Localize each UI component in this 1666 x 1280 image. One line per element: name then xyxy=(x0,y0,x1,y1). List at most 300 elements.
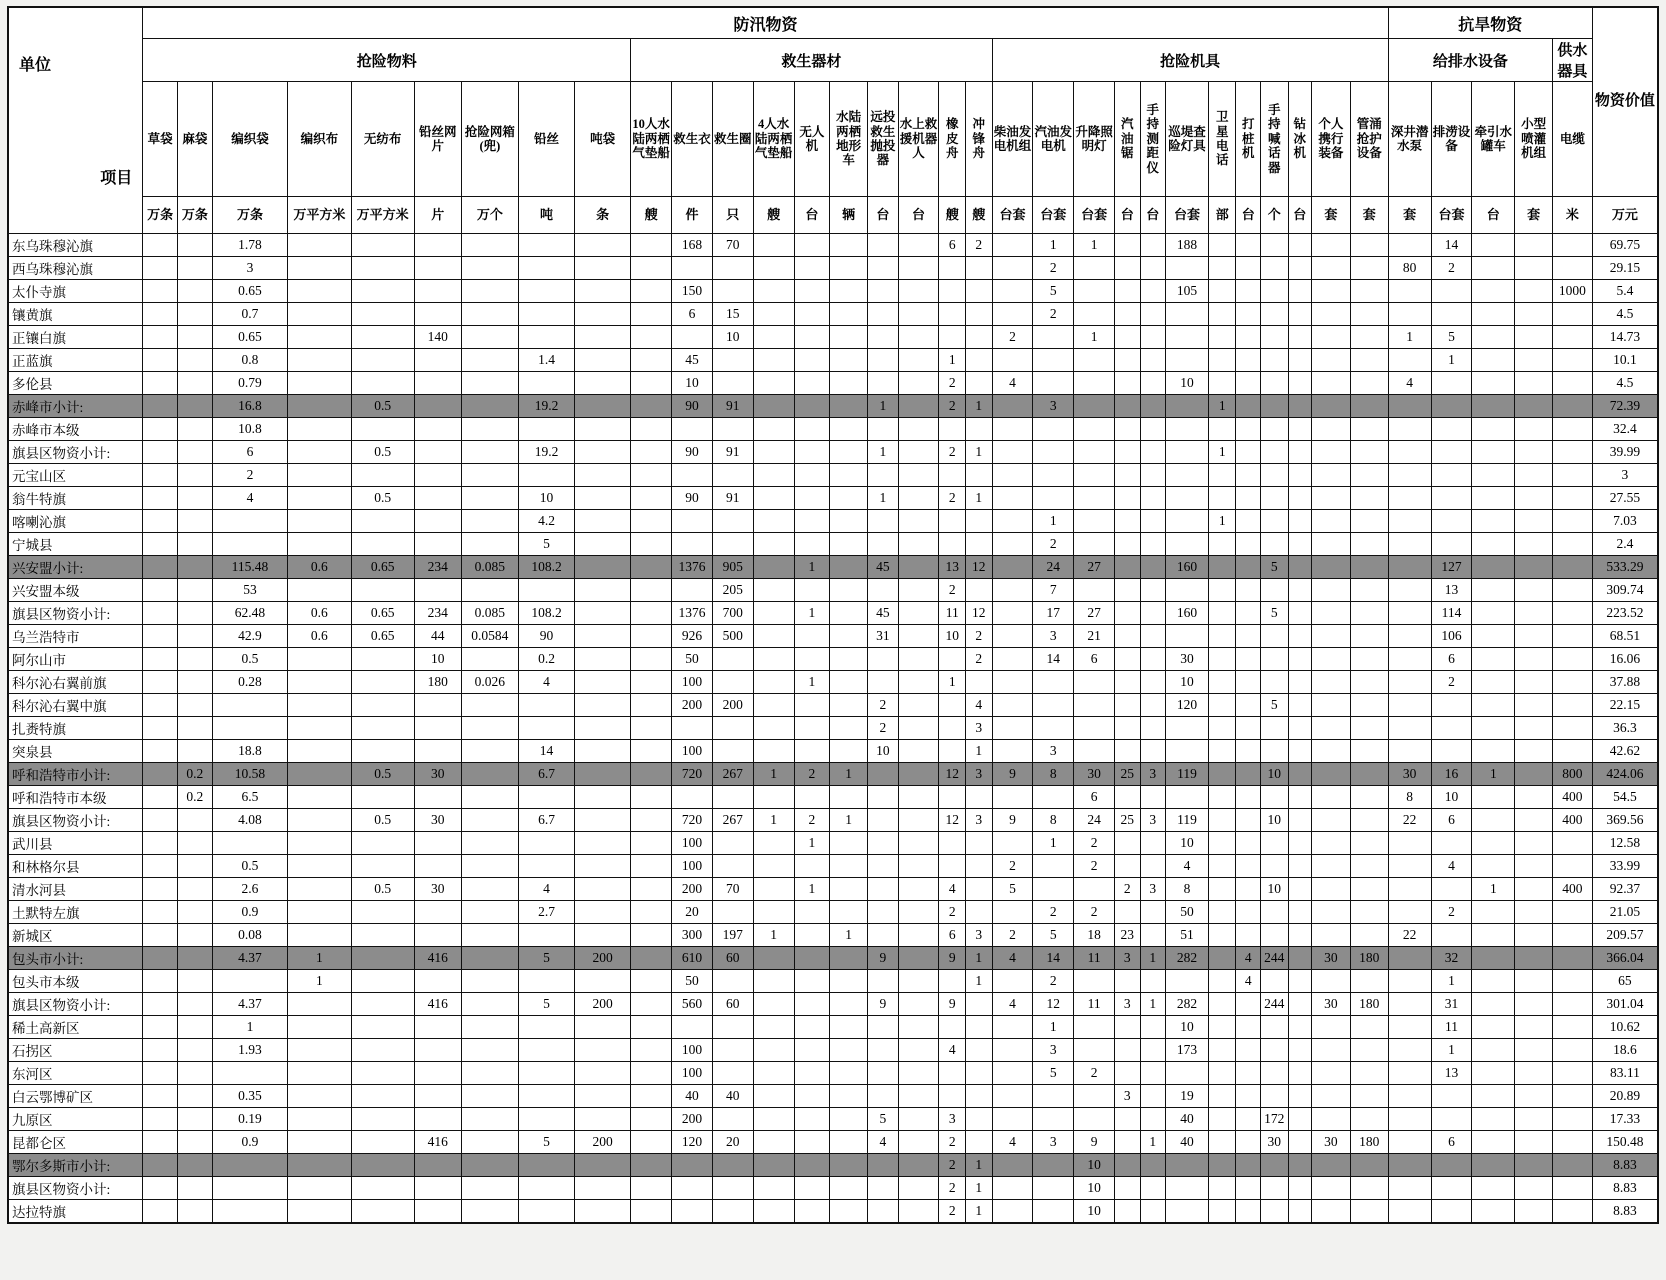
data-cell xyxy=(351,1039,414,1062)
data-cell xyxy=(830,1016,868,1039)
data-cell xyxy=(1236,441,1261,464)
data-cell: 106 xyxy=(1431,625,1472,648)
data-cell: 10.1 xyxy=(1592,349,1658,372)
row-label: 达拉特旗 xyxy=(8,1200,143,1224)
data-cell: 50 xyxy=(672,970,713,993)
data-cell xyxy=(575,326,631,349)
data-cell xyxy=(992,694,1033,717)
data-cell xyxy=(1208,878,1236,901)
data-cell: 366.04 xyxy=(1592,947,1658,970)
data-cell xyxy=(177,947,212,970)
data-cell: 1 xyxy=(1140,1131,1166,1154)
data-cell xyxy=(351,1062,414,1085)
data-cell xyxy=(1166,579,1209,602)
data-cell: 30 xyxy=(1166,648,1209,671)
data-cell xyxy=(1350,1039,1388,1062)
data-cell xyxy=(1553,1039,1593,1062)
data-cell xyxy=(966,349,993,372)
data-cell xyxy=(575,556,631,579)
data-cell xyxy=(1115,487,1141,510)
data-cell: 1 xyxy=(966,947,993,970)
data-cell xyxy=(1208,1200,1236,1224)
data-cell xyxy=(1288,395,1311,418)
column-header: 牵引水罐车 xyxy=(1472,82,1515,197)
data-cell xyxy=(1472,280,1515,303)
data-cell xyxy=(1350,280,1388,303)
data-cell xyxy=(830,533,868,556)
data-cell xyxy=(898,1016,939,1039)
data-cell: 10 xyxy=(1074,1177,1115,1200)
data-cell xyxy=(1140,602,1166,625)
data-cell xyxy=(830,1177,868,1200)
data-cell xyxy=(1553,464,1593,487)
data-cell xyxy=(1236,1039,1261,1062)
data-cell xyxy=(575,786,631,809)
data-cell xyxy=(177,740,212,763)
data-cell xyxy=(461,372,518,395)
data-cell: 100 xyxy=(672,1039,713,1062)
data-cell xyxy=(212,1154,288,1177)
data-cell xyxy=(1115,740,1141,763)
data-cell: 3 xyxy=(1140,809,1166,832)
data-cell xyxy=(461,579,518,602)
data-cell xyxy=(631,510,672,533)
data-cell: 160 xyxy=(1166,602,1209,625)
data-cell xyxy=(794,648,830,671)
data-cell xyxy=(898,924,939,947)
data-cell: 2 xyxy=(1074,855,1115,878)
data-cell xyxy=(753,602,794,625)
data-cell xyxy=(794,993,830,1016)
data-cell: 30 xyxy=(414,809,461,832)
data-cell xyxy=(575,1200,631,1224)
data-cell xyxy=(794,924,830,947)
data-cell xyxy=(288,1039,351,1062)
data-cell xyxy=(1115,1062,1141,1085)
data-cell: 2 xyxy=(1033,303,1074,326)
data-cell xyxy=(212,717,288,740)
data-cell: 114 xyxy=(1431,602,1472,625)
data-cell: 3 xyxy=(966,809,993,832)
data-cell: 68.51 xyxy=(1592,625,1658,648)
data-cell xyxy=(1288,510,1311,533)
data-cell xyxy=(1166,441,1209,464)
data-cell: 2 xyxy=(1074,832,1115,855)
data-cell xyxy=(712,510,753,533)
data-cell: 54.5 xyxy=(1592,786,1658,809)
data-cell xyxy=(992,1039,1033,1062)
data-cell xyxy=(1515,257,1553,280)
data-cell xyxy=(1312,349,1351,372)
data-cell xyxy=(177,556,212,579)
data-cell xyxy=(575,234,631,257)
data-cell xyxy=(1472,441,1515,464)
data-cell xyxy=(518,372,574,395)
data-cell xyxy=(1515,809,1553,832)
unit-label: 万个 xyxy=(461,197,518,234)
data-cell xyxy=(753,694,794,717)
data-cell xyxy=(631,257,672,280)
data-cell: 0.65 xyxy=(351,625,414,648)
data-cell xyxy=(1208,1177,1236,1200)
data-cell xyxy=(712,257,753,280)
data-cell xyxy=(1312,602,1351,625)
data-cell: 1 xyxy=(966,740,993,763)
table-row xyxy=(8,579,1658,602)
data-cell xyxy=(1115,579,1141,602)
row-label: 太仆寺旗 xyxy=(8,280,143,303)
data-cell xyxy=(143,487,178,510)
unit-label: 件 xyxy=(672,197,713,234)
data-cell xyxy=(143,924,178,947)
data-cell: 6 xyxy=(1431,809,1472,832)
data-cell xyxy=(1115,349,1141,372)
data-cell xyxy=(898,1200,939,1224)
data-cell: 10 xyxy=(939,625,966,648)
data-cell: 21.05 xyxy=(1592,901,1658,924)
data-cell xyxy=(1388,234,1431,257)
data-cell xyxy=(992,303,1033,326)
data-cell xyxy=(1260,1200,1288,1224)
row-label: 宁城县 xyxy=(8,533,143,556)
row-label: 兴安盟本级 xyxy=(8,579,143,602)
data-cell xyxy=(898,464,939,487)
data-cell xyxy=(1260,234,1288,257)
data-cell xyxy=(143,441,178,464)
data-cell xyxy=(1350,234,1388,257)
data-cell xyxy=(753,487,794,510)
data-cell xyxy=(1140,1062,1166,1085)
data-cell xyxy=(631,579,672,602)
data-cell xyxy=(1115,234,1141,257)
data-cell: 42.62 xyxy=(1592,740,1658,763)
data-cell xyxy=(868,763,899,786)
data-cell xyxy=(830,901,868,924)
data-cell xyxy=(794,418,830,441)
data-cell xyxy=(575,395,631,418)
data-cell: 0.9 xyxy=(212,901,288,924)
data-cell xyxy=(1115,510,1141,533)
data-cell xyxy=(414,970,461,993)
data-cell xyxy=(288,487,351,510)
data-cell xyxy=(414,234,461,257)
data-cell xyxy=(288,234,351,257)
data-cell xyxy=(1350,464,1388,487)
data-cell xyxy=(1236,740,1261,763)
row-label: 元宝山区 xyxy=(8,464,143,487)
data-cell xyxy=(1115,1016,1141,1039)
data-cell: 4.5 xyxy=(1592,372,1658,395)
data-cell xyxy=(1553,510,1593,533)
column-header: 升降照明灯 xyxy=(1074,82,1115,197)
data-cell: 4 xyxy=(1236,970,1261,993)
data-cell xyxy=(1472,418,1515,441)
data-cell: 50 xyxy=(1166,901,1209,924)
data-cell xyxy=(1388,441,1431,464)
column-header: 柴油发电机组 xyxy=(992,82,1033,197)
data-cell xyxy=(461,832,518,855)
subgroup-header: 给排水设备 xyxy=(1388,39,1552,82)
table-header xyxy=(8,7,1658,234)
data-cell xyxy=(1288,1016,1311,1039)
data-cell xyxy=(1166,349,1209,372)
data-cell xyxy=(518,1016,574,1039)
data-cell xyxy=(351,970,414,993)
data-cell: 533.29 xyxy=(1592,556,1658,579)
data-cell xyxy=(143,832,178,855)
data-cell xyxy=(966,832,993,855)
data-cell xyxy=(992,717,1033,740)
data-cell xyxy=(830,671,868,694)
data-cell xyxy=(898,510,939,533)
data-cell xyxy=(868,349,899,372)
data-cell xyxy=(1553,556,1593,579)
data-cell: 168 xyxy=(672,234,713,257)
data-cell xyxy=(1260,579,1288,602)
column-header: 编织布 xyxy=(288,82,351,197)
data-cell: 416 xyxy=(414,947,461,970)
data-cell xyxy=(1388,579,1431,602)
data-cell: 14 xyxy=(518,740,574,763)
data-cell xyxy=(1515,832,1553,855)
table-row xyxy=(8,993,1658,1016)
data-cell xyxy=(1236,694,1261,717)
data-cell: 0.5 xyxy=(212,855,288,878)
data-cell xyxy=(1033,855,1074,878)
data-cell xyxy=(1166,1177,1209,1200)
row-label: 科尔沁右翼中旗 xyxy=(8,694,143,717)
data-cell xyxy=(631,832,672,855)
data-cell xyxy=(1350,303,1388,326)
data-cell xyxy=(461,648,518,671)
data-cell xyxy=(1553,1016,1593,1039)
unit-label: 艘 xyxy=(939,197,966,234)
data-cell xyxy=(939,510,966,533)
row-label: 昆都仑区 xyxy=(8,1131,143,1154)
data-cell: 31 xyxy=(868,625,899,648)
data-cell xyxy=(414,349,461,372)
row-label: 石拐区 xyxy=(8,1039,143,1062)
column-header: 小型喷灌机组 xyxy=(1515,82,1553,197)
data-cell: 905 xyxy=(712,556,753,579)
data-cell: 4.08 xyxy=(212,809,288,832)
table-row xyxy=(8,349,1658,372)
data-cell xyxy=(575,625,631,648)
data-cell xyxy=(1312,579,1351,602)
data-cell xyxy=(868,1200,899,1224)
data-cell xyxy=(1140,487,1166,510)
data-cell xyxy=(461,763,518,786)
data-cell xyxy=(212,832,288,855)
data-cell xyxy=(177,464,212,487)
table-row xyxy=(8,832,1658,855)
data-cell xyxy=(1074,395,1115,418)
data-cell xyxy=(1236,510,1261,533)
column-header: 无人机 xyxy=(794,82,830,197)
data-cell: 2 xyxy=(1033,533,1074,556)
data-cell: 90 xyxy=(672,441,713,464)
data-cell xyxy=(1208,855,1236,878)
data-cell xyxy=(966,878,993,901)
data-cell xyxy=(288,1131,351,1154)
data-cell xyxy=(1208,1039,1236,1062)
data-cell: 2 xyxy=(992,855,1033,878)
data-cell xyxy=(1515,855,1553,878)
data-cell xyxy=(177,1200,212,1224)
data-cell xyxy=(712,1154,753,1177)
data-cell: 10 xyxy=(414,648,461,671)
data-cell xyxy=(794,303,830,326)
data-cell xyxy=(518,1085,574,1108)
data-cell xyxy=(461,280,518,303)
data-cell xyxy=(712,533,753,556)
data-cell: 3 xyxy=(966,717,993,740)
data-cell xyxy=(631,878,672,901)
data-cell: 0.6 xyxy=(288,602,351,625)
data-cell xyxy=(1553,924,1593,947)
data-cell xyxy=(143,901,178,924)
data-cell xyxy=(898,809,939,832)
data-cell: 83.11 xyxy=(1592,1062,1658,1085)
data-cell xyxy=(1350,257,1388,280)
data-cell xyxy=(868,648,899,671)
data-cell xyxy=(1260,349,1288,372)
data-cell xyxy=(1388,533,1431,556)
data-cell: 140 xyxy=(414,326,461,349)
header-row-units xyxy=(8,197,1658,234)
data-cell: 282 xyxy=(1166,993,1209,1016)
data-cell xyxy=(631,763,672,786)
data-cell xyxy=(631,349,672,372)
data-cell xyxy=(1033,349,1074,372)
unit-label: 台套 xyxy=(1431,197,1472,234)
data-cell xyxy=(753,395,794,418)
data-cell xyxy=(1288,625,1311,648)
row-label: 旗县区物资小计: xyxy=(8,1177,143,1200)
data-cell xyxy=(1140,855,1166,878)
data-cell xyxy=(1350,487,1388,510)
data-cell xyxy=(1350,326,1388,349)
data-cell xyxy=(1472,625,1515,648)
data-cell xyxy=(351,1200,414,1224)
column-header: 汽油锯 xyxy=(1115,82,1141,197)
data-cell: 5 xyxy=(992,878,1033,901)
data-cell xyxy=(898,280,939,303)
data-cell xyxy=(1208,832,1236,855)
data-cell xyxy=(288,441,351,464)
data-cell xyxy=(898,648,939,671)
data-cell xyxy=(966,1062,993,1085)
data-cell: 10 xyxy=(1431,786,1472,809)
data-cell xyxy=(753,855,794,878)
data-cell: 70 xyxy=(712,234,753,257)
column-header: 冲锋舟 xyxy=(966,82,993,197)
data-cell xyxy=(288,855,351,878)
data-cell xyxy=(712,1016,753,1039)
data-cell xyxy=(966,533,993,556)
data-cell: 2 xyxy=(1431,257,1472,280)
data-cell: 5 xyxy=(1260,556,1288,579)
data-cell xyxy=(414,855,461,878)
column-header: 管涌抢护设备 xyxy=(1350,82,1388,197)
data-cell: 15 xyxy=(712,303,753,326)
data-cell xyxy=(631,395,672,418)
data-cell: 0.6 xyxy=(288,556,351,579)
data-cell xyxy=(939,326,966,349)
data-cell xyxy=(351,326,414,349)
table-row xyxy=(8,1085,1658,1108)
data-cell xyxy=(1260,1085,1288,1108)
data-cell xyxy=(1515,441,1553,464)
data-cell: 30 xyxy=(1388,763,1431,786)
data-cell xyxy=(1553,441,1593,464)
data-cell xyxy=(939,694,966,717)
data-cell: 19 xyxy=(1166,1085,1209,1108)
data-cell xyxy=(830,602,868,625)
data-cell: 926 xyxy=(672,625,713,648)
data-cell xyxy=(575,349,631,372)
data-cell xyxy=(1074,1085,1115,1108)
data-cell: 424.06 xyxy=(1592,763,1658,786)
data-cell xyxy=(992,786,1033,809)
data-cell xyxy=(1033,878,1074,901)
table-row xyxy=(8,464,1658,487)
data-cell xyxy=(1074,349,1115,372)
row-label: 东河区 xyxy=(8,1062,143,1085)
data-cell xyxy=(868,533,899,556)
data-cell: 200 xyxy=(672,694,713,717)
data-cell xyxy=(1208,579,1236,602)
data-cell xyxy=(712,1177,753,1200)
data-cell xyxy=(575,970,631,993)
column-header: 编织袋 xyxy=(212,82,288,197)
data-cell xyxy=(1236,1108,1261,1131)
data-cell xyxy=(1033,326,1074,349)
data-cell xyxy=(898,234,939,257)
data-cell xyxy=(1312,1177,1351,1200)
data-cell xyxy=(177,901,212,924)
row-label: 翁牛特旗 xyxy=(8,487,143,510)
data-cell xyxy=(1312,372,1351,395)
data-cell: 3 xyxy=(1140,763,1166,786)
data-cell xyxy=(753,970,794,993)
data-cell xyxy=(1208,809,1236,832)
data-cell xyxy=(966,579,993,602)
data-cell xyxy=(794,441,830,464)
data-cell xyxy=(1288,694,1311,717)
row-label: 新城区 xyxy=(8,924,143,947)
data-cell: 18.6 xyxy=(1592,1039,1658,1062)
data-cell xyxy=(351,786,414,809)
data-cell xyxy=(1288,441,1311,464)
data-cell xyxy=(518,1039,574,1062)
column-header: 水陆两栖地形车 xyxy=(830,82,868,197)
data-cell xyxy=(1472,1062,1515,1085)
data-cell xyxy=(1074,510,1115,533)
data-cell xyxy=(898,1177,939,1200)
data-cell xyxy=(992,464,1033,487)
table-row xyxy=(8,1108,1658,1131)
data-cell xyxy=(1553,303,1593,326)
row-label: 乌兰浩特市 xyxy=(8,625,143,648)
data-cell xyxy=(518,694,574,717)
data-cell xyxy=(794,395,830,418)
data-cell: 6 xyxy=(1074,648,1115,671)
column-header: 个人携行装备 xyxy=(1312,82,1351,197)
subtotal-row xyxy=(8,395,1658,418)
data-cell xyxy=(830,1039,868,1062)
data-cell xyxy=(575,1085,631,1108)
